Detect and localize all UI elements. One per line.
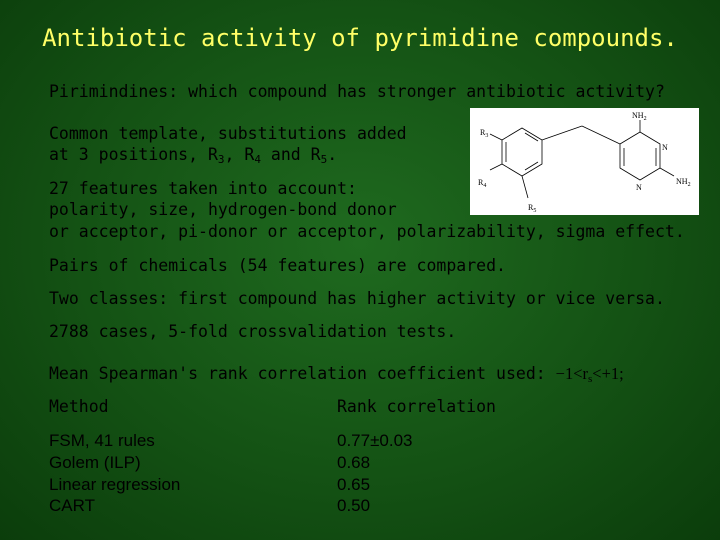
- structure-diagram: [470, 108, 699, 215]
- table-row-method: Golem (ILP): [49, 453, 141, 472]
- pyrimidine-structure-figure: [470, 108, 699, 215]
- table-header-method: Method: [49, 397, 109, 416]
- pairs-text: Pairs of chemicals (54 features) are compared.: [49, 256, 506, 275]
- table-row-method: Linear regression: [49, 475, 181, 494]
- svg-text:N: N: [636, 183, 642, 192]
- features-line-1: 27 features taken into account:: [49, 179, 357, 198]
- cases-text: 2788 cases, 5-fold crossvalidation tests.: [49, 322, 457, 341]
- features-line-3: or acceptor, pi-donor or acceptor, polarizability, sigma effect.: [49, 222, 685, 241]
- table-row-value: 0.77±0.03: [337, 431, 413, 450]
- svg-text:NH2: $NH_2$: [676, 177, 691, 188]
- spearman-text: Mean Spearman's rank correlation coefficient used: $-1<r_s<+1$;: [49, 364, 624, 385]
- svg-text:R5: $R_5$: [528, 203, 537, 214]
- question-text: Pirimindines: which compound has stronger antibiotic activity?: [49, 82, 665, 101]
- svg-text:R4: $R_4$: [478, 178, 487, 189]
- slide-title: Antibiotic activity of pyrimidine compounds.: [42, 24, 678, 52]
- table-header-rank: Rank correlation: [337, 397, 496, 416]
- svg-text:R3: $R_3$: [480, 128, 489, 139]
- classes-text: Two classes: first compound has higher activity or vice versa.: [49, 289, 665, 308]
- table-row-value: 0.65: [337, 475, 371, 494]
- template-line-2: at 3 positions, $R_3$, $R_4$ and $R_5$.: [49, 145, 338, 166]
- template-line-1: Common template, substitutions added: [49, 124, 407, 143]
- table-row-method: CART: [49, 496, 95, 515]
- features-line-2: polarity, size, hydrogen-bond donor: [49, 200, 397, 219]
- svg-text:NH2: $NH_2$: [632, 111, 647, 122]
- svg-text:N: N: [662, 143, 668, 152]
- table-row-value: 0.68: [337, 453, 371, 472]
- table-row-method: FSM, 41 rules: [49, 431, 155, 450]
- table-row-value: 0.50: [337, 496, 371, 515]
